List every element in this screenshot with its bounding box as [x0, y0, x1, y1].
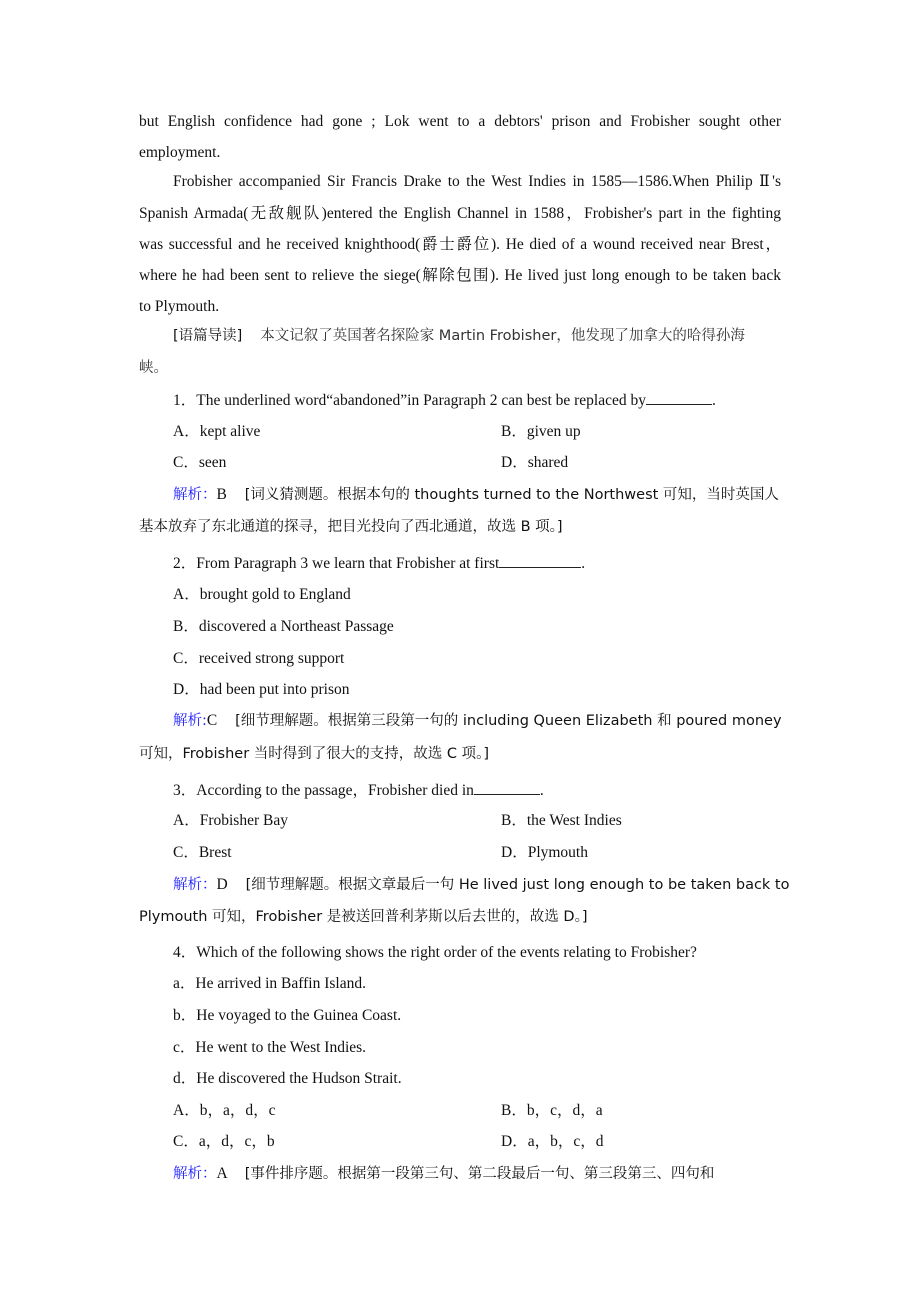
option-a: A．brought gold to England [173, 586, 351, 603]
option-d: D．a，b，c，d [501, 1133, 604, 1150]
option-b: B．the West Indies [501, 812, 622, 829]
analysis-1-cont: 基本放弃了东北通道的探寻，把目光投向了西北通道，故选 B 项。] [139, 519, 563, 535]
option-d: D．had been put into prison [173, 681, 350, 698]
analysis-label: 解析: [173, 713, 207, 729]
guide-text: 本文记叙了英国著名探险家 Martin Frobisher，他发现了加拿大的哈得孙海 [260, 328, 745, 344]
analysis-4 [173, 1164, 714, 1184]
analysis-text: [细节理解题。根据第三段第一句的 including Queen Elizabeth 和 poured money [235, 713, 782, 729]
passage-line: where he had been sent to relieve the siege(解除包围). He lived just long enough to be taken back [139, 267, 781, 284]
analysis-label: 解析： [173, 877, 217, 893]
passage-line: Spanish Armada(无敌舰队)entered the English Channel in 1588，Frobisher's part in the fighting [139, 205, 781, 222]
question-4-stem: 4．Which of the following shows the right order of the events relating to Frobisher? [173, 944, 697, 961]
option-c: C．received strong support [173, 650, 345, 667]
analysis-text: [细节理解题。根据文章最后一句 He lived just long enough to be taken back to [245, 877, 790, 893]
answer-blank [646, 390, 712, 405]
option-b: B．given up [501, 423, 581, 440]
question-3-stem: 3．According to the passage，Frobisher died in . [173, 782, 544, 799]
option-b: B．b，c，d，a [501, 1102, 603, 1119]
event-b: b．He voyaged to the Guinea Coast. [173, 1007, 402, 1024]
passage-line: to Plymouth. [139, 298, 220, 315]
passage-line: Frobisher accompanied Sir Francis Drake to the West Indies in 1585—1586.When Philip Ⅱ's [173, 173, 781, 190]
reading-guide [173, 326, 745, 346]
event-d: d．He discovered the Hudson Strait. [173, 1070, 402, 1087]
answer-letter: C [206, 712, 218, 729]
analysis-label: 解析： [173, 487, 217, 503]
option-d: D．Plymouth [501, 844, 588, 861]
passage-line: employment. [139, 144, 221, 161]
option-c: C．a，d，c，b [173, 1133, 275, 1150]
option-a: A．Frobisher Bay [173, 812, 288, 829]
option-d: D．shared [501, 454, 569, 471]
analysis-2-cont: 可知，Frobisher 当时得到了很大的支持，故选 C 项。] [139, 746, 490, 762]
question-1-stem: 1．The underlined word“abandoned”in Paragraph 2 can best be replaced by . [173, 392, 716, 409]
option-b: B．discovered a Northeast Passage [173, 618, 394, 635]
answer-letter: B [216, 486, 227, 503]
answer-blank [499, 553, 581, 568]
option-c: C．seen [173, 454, 227, 471]
analysis-3 [173, 875, 790, 895]
option-c: C．Brest [173, 844, 232, 861]
guide-label: [语篇导读] [173, 328, 243, 344]
analysis-text: [词义猜测题。根据本句的 thoughts turned to the Northwest 可知，当时英国人 [244, 487, 779, 503]
event-c: c．He went to the West Indies. [173, 1039, 367, 1056]
analysis-1 [173, 485, 779, 505]
option-a: A．kept alive [173, 423, 261, 440]
answer-letter: A [216, 1165, 227, 1182]
answer-blank [474, 780, 540, 795]
passage-line: was successful and he received knighthood(爵士爵位). He died of a wound received near Brest， [139, 236, 781, 253]
answer-letter: D [216, 876, 228, 893]
analysis-2 [173, 711, 782, 731]
analysis-text: [事件排序题。根据第一段第三句、第二段最后一句、第三段第三、四句和 [244, 1166, 715, 1182]
guide-text-cont: 峡。 [139, 360, 168, 376]
event-a: a．He arrived in Baffin Island. [173, 975, 366, 992]
passage-line: but English confidence had gone ; Lok went to a debtors' prison and Frobisher sought other [139, 113, 781, 130]
question-2-stem: 2．From Paragraph 3 we learn that Frobisher at first . [173, 555, 586, 572]
option-a: A．b，a，d，c [173, 1102, 276, 1119]
analysis-3-cont: Plymouth 可知，Frobisher 是被送回普利茅斯以后去世的，故选 D。] [139, 909, 588, 925]
analysis-label: 解析： [173, 1166, 217, 1182]
